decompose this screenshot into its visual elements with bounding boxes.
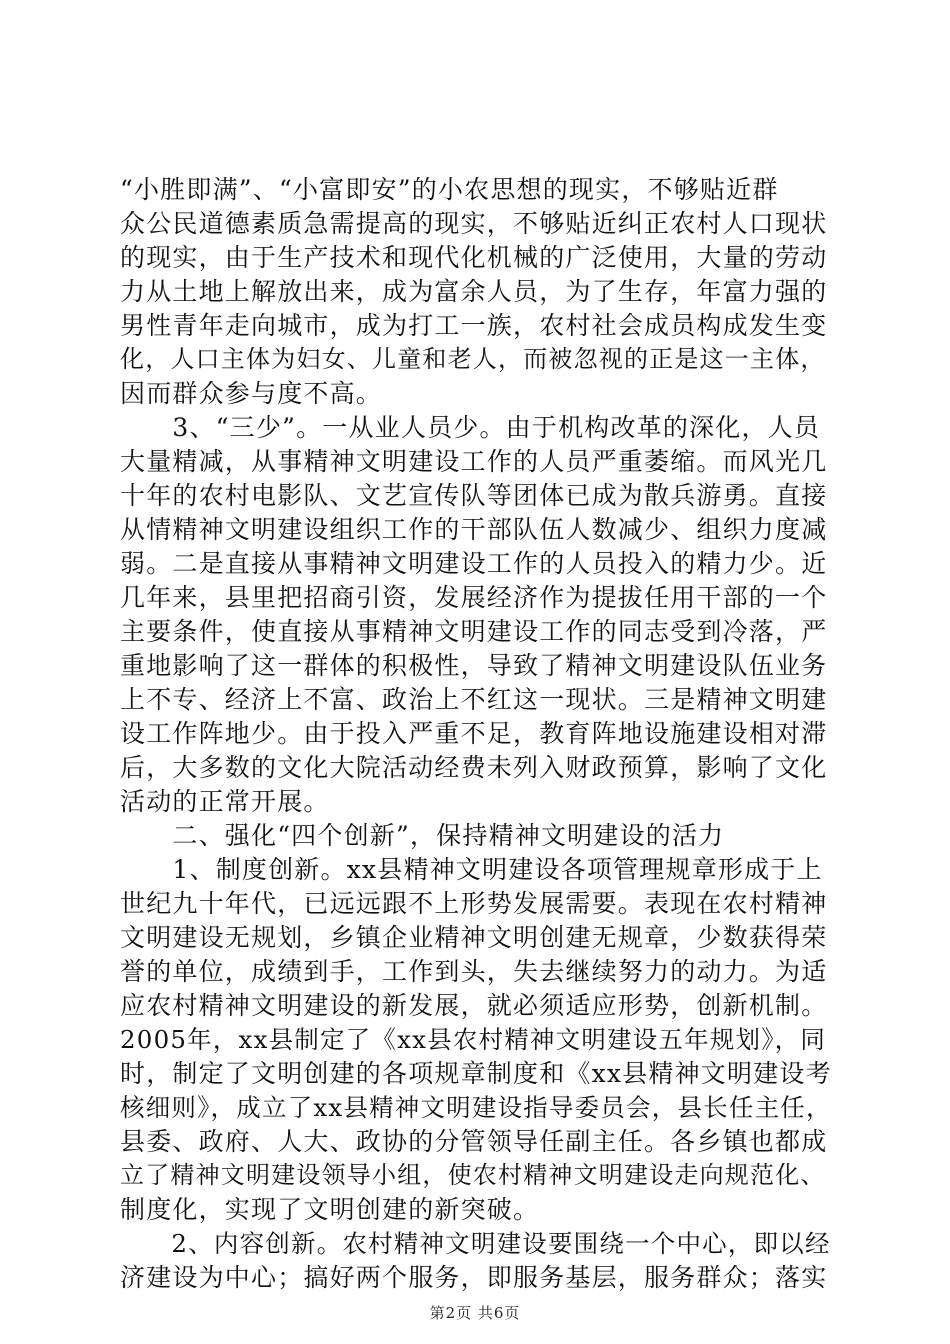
page-number-footer: 第2页 共6页 bbox=[429, 1304, 521, 1322]
text-line: 时，制定了文明创建的各项规章制度和《xx县精神文明建设考 bbox=[120, 1059, 832, 1088]
text-line: 世纪九十年代，已远远跟不上形势发展需要。表现在农村精神 bbox=[120, 889, 828, 918]
text-line: 众公民道德素质急需提高的现实，不够贴近纠正农村人口现状 bbox=[120, 209, 828, 238]
text-line: 十年的农村电影队、文艺宣传队等团体已成为散兵游勇。直接 bbox=[120, 481, 828, 510]
text-line: 因而群众参与度不高。 bbox=[120, 379, 383, 408]
text-line: 设工作阵地少。由于投入严重不足，教育阵地设施建设相对滞 bbox=[120, 719, 828, 748]
text-line: “小胜即满”、“小富即安”的小农思想的现实，不够贴近群 bbox=[120, 175, 779, 204]
text-line: 主要条件，使直接从事精神文明建设工作的同志受到冷落，严 bbox=[120, 617, 828, 646]
text-line: 1、制度创新。xx县精神文明建设各项管理规章形成于上 bbox=[120, 855, 823, 884]
text-line: 力从土地上解放出来，成为富余人员，为了生存，年富力强的 bbox=[120, 277, 828, 306]
section-heading: 二、强化“四个创新”，保持精神文明建设的活力 bbox=[120, 821, 725, 850]
text-line: 几年来，县里把招商引资，发展经济作为提拔任用干部的一个 bbox=[120, 583, 828, 612]
text-line: 3、“三少”。一从业人员少。由于机构改革的深化，人员 bbox=[120, 413, 821, 442]
text-line: 应农村精神文明建设的新发展，就必须适应形势，创新机制。 bbox=[120, 991, 828, 1020]
text-line: 上不专、经济上不富、政治上不红这一现状。三是精神文明建 bbox=[120, 685, 828, 714]
text-line: 2005年，xx县制定了《xx县农村精神文明建设五年规划》，同 bbox=[120, 1025, 827, 1054]
text-line: 核细则》，成立了xx县精神文明建设指导委员会，县长任主任， bbox=[120, 1093, 832, 1122]
text-line: 县委、政府、人大、政协的分管领导任副主任。各乡镇也都成 bbox=[120, 1127, 828, 1156]
text-line: 化，人口主体为妇女、儿童和老人，而被忽视的正是这一主体， bbox=[120, 345, 826, 373]
text-line: 男性青年走向城市，成为打工一族，农村社会成员构成发生变 bbox=[120, 311, 828, 340]
text-line: 立了精神文明建设领导小组，使农村精神文明建设走向规范化、 bbox=[120, 1161, 826, 1189]
text-line: 大量精减，从事精神文明建设工作的人员严重萎缩。而风光几 bbox=[120, 447, 828, 476]
text-line: 济建设为中心；搞好两个服务，即服务基层，服务群众；落实 bbox=[120, 1263, 828, 1292]
text-line: 的现实，由于生产技术和现代化机械的广泛使用，大量的劳动 bbox=[120, 243, 828, 272]
text-line: 重地影响了这一群体的积极性，导致了精神文明建设队伍业务 bbox=[120, 651, 828, 680]
text-line: 制度化，实现了文明创建的新突破。 bbox=[120, 1195, 540, 1224]
text-line: 誉的单位，成绩到手，工作到头，失去继续努力的动力。为适 bbox=[120, 957, 828, 986]
text-line: 弱。二是直接从事精神文明建设工作的人员投入的精力少。近 bbox=[120, 549, 828, 578]
text-line: 文明建设无规划，乡镇企业精神文明创建无规章，少数获得荣 bbox=[120, 923, 828, 952]
text-line: 从情精神文明建设组织工作的干部队伍人数减少、组织力度减 bbox=[120, 515, 828, 544]
text-line: 2、内容创新。农村精神文明建设要围绕一个中心，即以经 bbox=[120, 1229, 831, 1258]
text-line: 活动的正常开展。 bbox=[120, 787, 330, 816]
text-line: 后，大多数的文化大院活动经费未列入财政预算，影响了文化 bbox=[120, 753, 828, 782]
